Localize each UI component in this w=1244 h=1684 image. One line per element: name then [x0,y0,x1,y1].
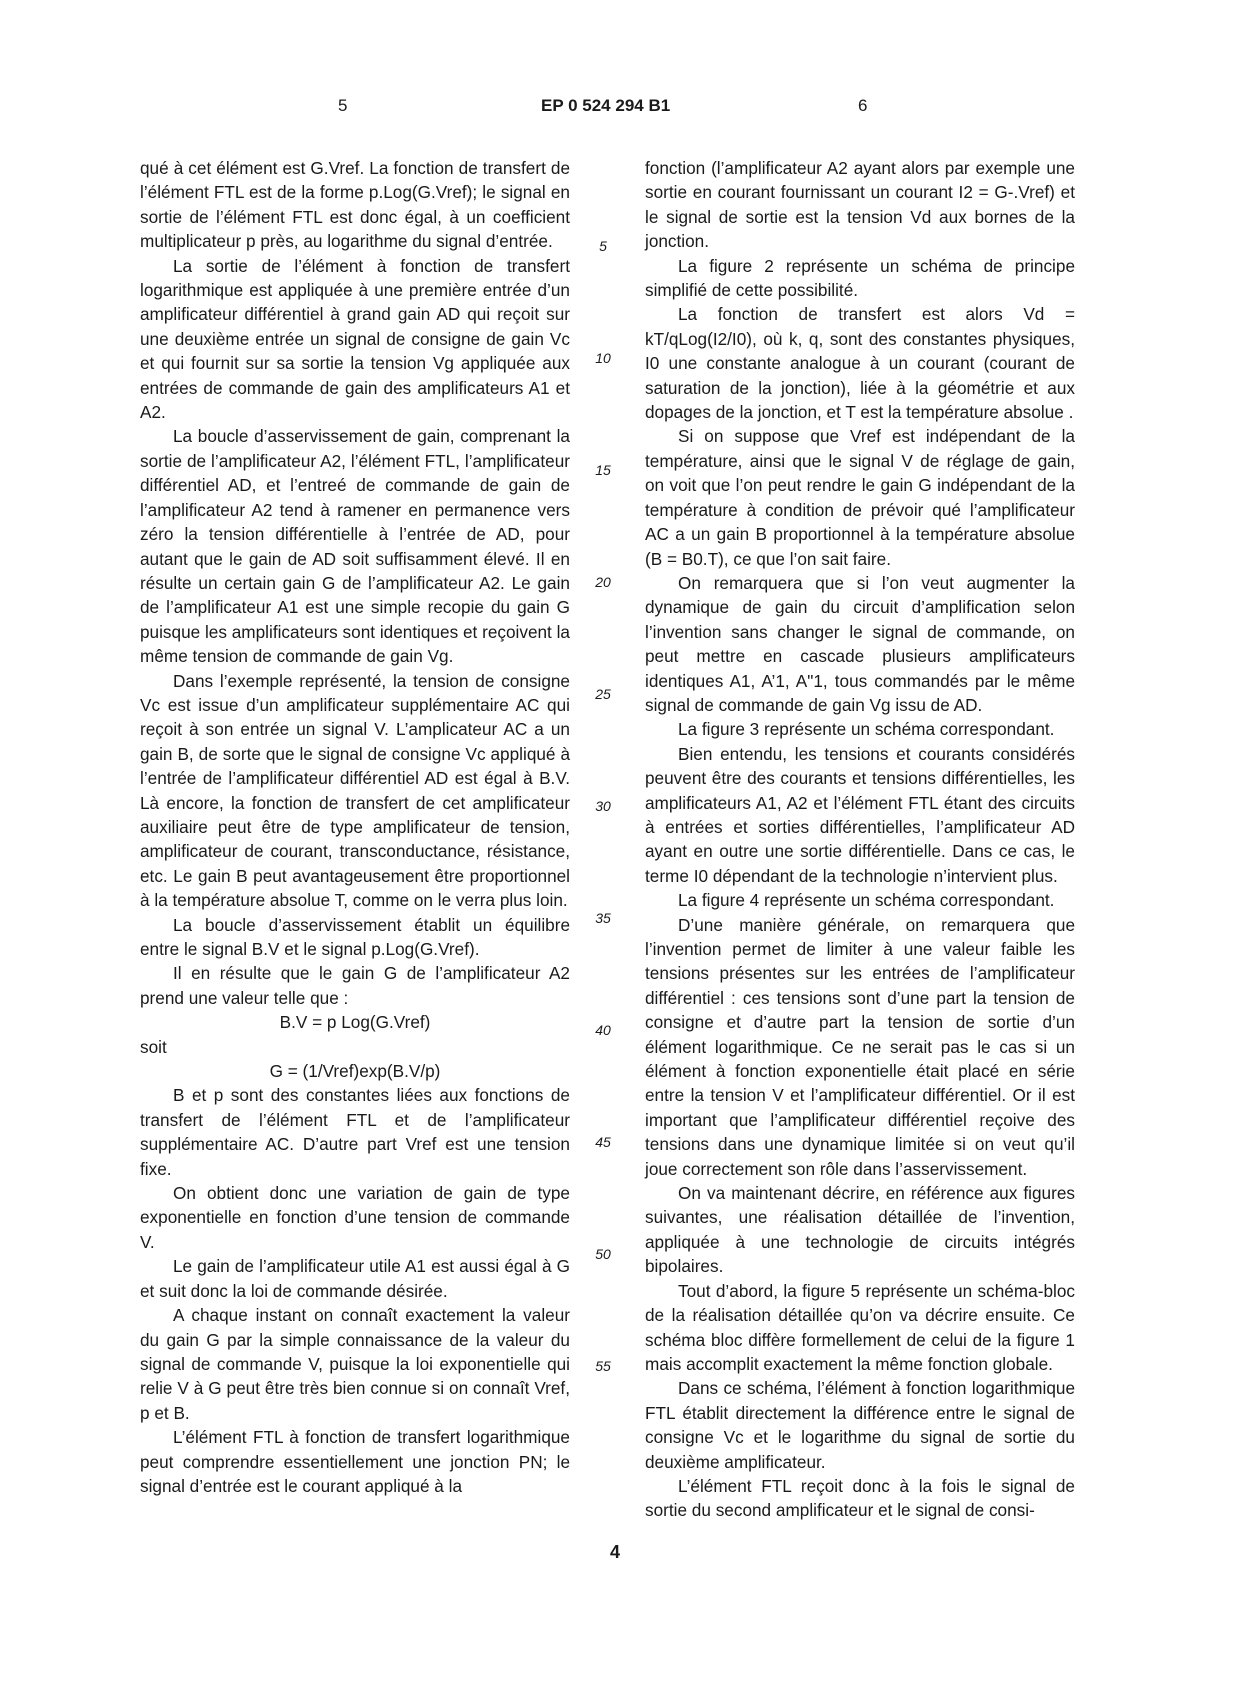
paragraph: Bien entendu, les tensions et courants considérés peuvent être des courants et tensions différentielles, les amplificateurs A1, A2 et l’élément FTL étant des circuits à entrées et sorties différentielles, l’amplificateur AD ayant en outre une sortie différentielle. Dans ce cas, le terme I0 dépendant de la technologie n’intervient plus. [645,743,1075,886]
paragraph: fonction (l’amplificateur A2 ayant alors par exemple une sortie en courant fournissant un courant I2 = G-.Vref) et le signal de sortie est la tension Vd aux bornes de la jonction. [645,158,1075,252]
paragraph: Le gain de l’amplificateur utile A1 est aussi égal à G et suit donc la loi de commande désirée. [140,1256,570,1301]
paragraph: La figure 3 représente un schéma correspondant. [678,719,1055,740]
line-number: 20 [595,574,611,590]
line-number: 10 [595,350,611,366]
line-number: 35 [595,910,611,926]
paragraph: On remarquera que si l’on veut augmenter la dynamique de gain du circuit d’amplification selon l’invention sans changer le signal de commande, on peut mettre en cascade plusieurs amplificateurs identiques A1, A’1, A"1, tous commandés par le même signal de commande de gain Vg issu de AD. [645,572,1075,715]
paragraph: La boucle d’asservissement établit un équilibre entre le signal B.V et le signal p.Log(G.Vref). [140,914,570,959]
paragraph: L’élément FTL à fonction de transfert logarithmique peut comprendre essentiellement une jonction PN; le signal d’entrée est le courant appliqué à la [140,1427,570,1496]
paragraph: La fonction de transfert est alors Vd = kT/qLog(I2/I0), où k, q, sont des constantes physiques, I0 une constante analogue à un courant (courant de saturation de la jonction), liée à la géométrie et aux dopages de la jonction, et T est la température absolue . [645,304,1075,423]
line-number: 30 [595,798,611,814]
paragraph: Si on suppose que Vref est indépendant de la température, ainsi que le signal V de réglage de gain, on voit que l’on peut rendre le gain G indépendant de la température à condition de prévoir qué l’amplificateur AC a un gain B proportionnel à la température absolue (B = B0.T), ce que l’on sait faire. [645,426,1075,569]
equation-1: B.V = p Log(G.Vref) [279,1012,431,1033]
left-column-page-number: 5 [338,96,348,115]
paragraph: Dans ce schéma, l’élément à fonction logarithmique FTL établit directement la différence entre le signal de consigne Vc et le logarithme du signal de sortie du deuxième amplificateur. [645,1378,1075,1472]
line-number: 5 [599,238,607,254]
left-column [140,156,570,1498]
line-number: 45 [595,1134,611,1150]
right-column-page-number: 6 [858,96,868,115]
paragraph: La figure 4 représente un schéma correspondant. [678,890,1055,911]
line-number: 15 [595,462,611,478]
page-number: 4 [610,1542,621,1562]
paragraph: D’une manière générale, on remarquera que l’invention permet de limiter à une valeur faible les tensions présentes sur les entrées de l’amplificateur différentiel : ces tensions sont d’une part la tension de consigne et d’autre part la tension de sortie d’un élément logarithmique. Ce ne serait pas le cas si un élément à fonction exponentielle était placé en série entre la tension V et l’amplificateur différentiel. Or il est important que l’amplificateur différentiel reçoive des tensions dans une dynamique limitée si on veut qu’il joue correctement son rôle dans l’asservissement. [645,914,1075,1179]
line-number: 55 [595,1358,611,1374]
paragraph: La boucle d’asservissement de gain, comprenant la sortie de l’amplificateur A2, l’élément FTL, l’amplificateur différentiel AD, et l’entreé de commande de gain de l’amplificateur A2 tend à ramener en permanence vers zéro la tension différentielle à l’entrée de AD, pour autant que le gain de AD soit suffisamment élevé. Il en résulte un certain gain G de l’amplificateur A2. Le gain de l’amplificateur A1 est une simple recopie du gain G puisque les amplificateurs sont identiques et reçoivent la même tension de commande de gain Vg. [140,426,570,667]
document-number: EP 0 524 294 B1 [541,96,671,115]
paragraph: La figure 2 représente un schéma de principe simplifié de cette possibilité. [645,255,1075,301]
right-column [645,156,1075,1523]
paragraph: On obtient donc une variation de gain de type exponentielle en fonction d’une tension de commande V. [140,1183,570,1252]
paragraph: B et p sont des constantes liées aux fonctions de transfert de l’élément FTL et de l’amplificateur supplémentaire AC. D’autre part Vref est une tension fixe. [140,1085,570,1179]
paragraph: On va maintenant décrire, en référence aux figures suivantes, une réalisation détaillée de l’invention, appliquée à une technologie de circuits intégrés bipolaires. [645,1183,1075,1277]
paragraph: qué à cet élément est G.Vref. La fonction de transfert de l’élément FTL est de la forme p.Log(G.Vref); le signal en sortie de l’élément FTL est donc égal, à un coefficient multiplicateur p près, au logarithme du signal d’entrée. [140,158,570,252]
paragraph: Tout d’abord, la figure 5 représente un schéma-bloc de la réalisation détaillée qu’on va décrire ensuite. Ce schéma bloc diffère formellement de celui de la figure 1 mais accomplit exactement la même fonction globale. [645,1280,1075,1374]
line-number: 25 [595,686,611,702]
line-number: 50 [595,1246,611,1262]
paragraph: La sortie de l’élément à fonction de transfert logarithmique est appliquée à une première entrée d’un amplificateur différentiel à grand gain AD qui reçoit sur une deuxième entrée un signal de consigne de gain Vc et qui fournit sur sa sortie la tension Vg appliquée aux entrées de commande de gain des amplificateurs A1 et A2. [140,255,570,423]
paragraph: L’élément FTL reçoit donc à la fois le signal de sortie du second amplificateur et le signal de consi- [645,1475,1075,1521]
equation-2: G = (1/Vref)exp(B.V/p) [269,1061,441,1082]
paragraph: Dans l’exemple représenté, la tension de consigne Vc est issue d’un amplificateur supplémentaire AC qui reçoit à son entrée un signal V. L’amplicateur AC a un gain B, de sorte que le signal de consigne Vc appliqué à l’entrée de l’amplificateur différentiel AD est égal à B.V. Là encore, la fonction de transfert de cet amplificateur auxiliaire peut être de type amplificateur de tension, amplificateur de courant, transconductance, résistance, etc. Le gain B peut avantageusement être proportionnel à la température absolue T, comme on le verra plus loin. [140,670,570,911]
soit-label: soit [140,1036,167,1057]
paragraph: A chaque instant on connaît exactement la valeur du gain G par la simple connaissance de la valeur du signal de commande V, puisque la loi exponentielle qui relie V à G peut être très bien connue si on connaît Vref, p et B. [140,1305,570,1423]
paragraph: Il en résulte que le gain G de l’amplificateur A2 prend une valeur telle que : [140,963,570,1008]
line-number: 40 [595,1022,611,1038]
